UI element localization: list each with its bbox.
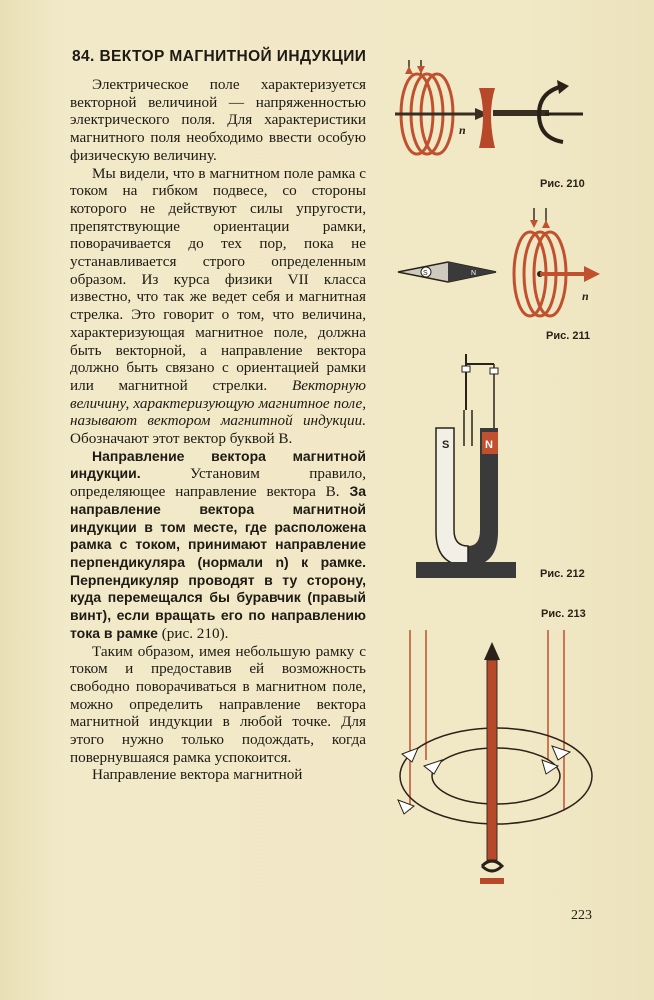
normal-vector-label-211: n [582, 289, 589, 303]
figure-210-caption: Рис. 210 [540, 178, 585, 190]
paragraph-2 [70, 165, 366, 448]
subheading: Направление вектора магнитной индукции. [70, 447, 366, 482]
paragraph-1: Электрическое поле характеризуется векторной величиной — напряженностью электрического поля. Для характеристики магнитного поля необходимо ввести особую физическую величину. [70, 76, 366, 164]
normal-vector-label: n [459, 123, 466, 137]
figure-212-caption: Рис. 212 [540, 568, 585, 580]
figure-213-illustration [396, 630, 606, 900]
figure-213-caption: Рис. 213 [541, 608, 586, 620]
paragraph-3-tail: (рис. 210). [157, 624, 229, 642]
paragraph-4: Таким образом, имея небольшую рамку с током и предоставив ей возможность свободно поворачиваться в магнитном поле, можно определить направление вектора магнитной индукции в любой точке. Для этого нужно только подождать, когда повернувшаяся рамка успокоится. [70, 642, 366, 766]
paragraph-2-text: Мы видели, что в магнитном поле рамка с током на гибком подвесе, со стороны которого не действуют силы упругости, препятствующие ориентации рамки, поворачивается до тех пор, пока не устанавливается строго определенным образом. Из курса физики VII класса известно, что так же ведет себя и магнитная стрелка. Это говорит о том, что величина, характеризующая магнитное поле, должна быть векторной, а направление вектора должно быть связано с ориентацией рамки или магнитной стрелки. [70, 164, 366, 394]
paragraph-2-tail: Обозначают этот вектор буквой B. [70, 430, 293, 448]
figure-210-illustration [395, 52, 615, 172]
paragraph-5: Направление вектора магнитной [92, 766, 303, 784]
paragraph-3 [70, 448, 366, 643]
body-text [70, 76, 366, 784]
magnet-pole-s: S [442, 439, 450, 451]
svg-text:N: N [471, 270, 477, 277]
section-title: 84. ВЕКТОР МАГНИТНОЙ ИНДУКЦИИ [72, 48, 367, 65]
definition-italic: Векторную величину, характеризующую магнитное поле, называют вектором магнитной индукции. [70, 376, 366, 430]
magnet-pole-n: N [485, 439, 493, 451]
figure-212-illustration [414, 350, 524, 580]
svg-text:S: S [423, 270, 428, 277]
paragraph-3-text: Установим правило, определяющее направление вектора B. [70, 465, 366, 501]
page-number: 223 [571, 908, 592, 923]
rule-bold: За направление вектора магнитной индукции в том месте, где расположена рамка с током, принимают направление перпендикуляра (нормали n) к рамке. Перпендикуляр проводят в ту сторону, куда перемещался бы буравчик (правый винт), если вращать его по направлению тока в рамке [70, 483, 366, 641]
figure-211-illustration [396, 208, 606, 318]
figure-211-caption: Рис. 211 [546, 330, 591, 342]
